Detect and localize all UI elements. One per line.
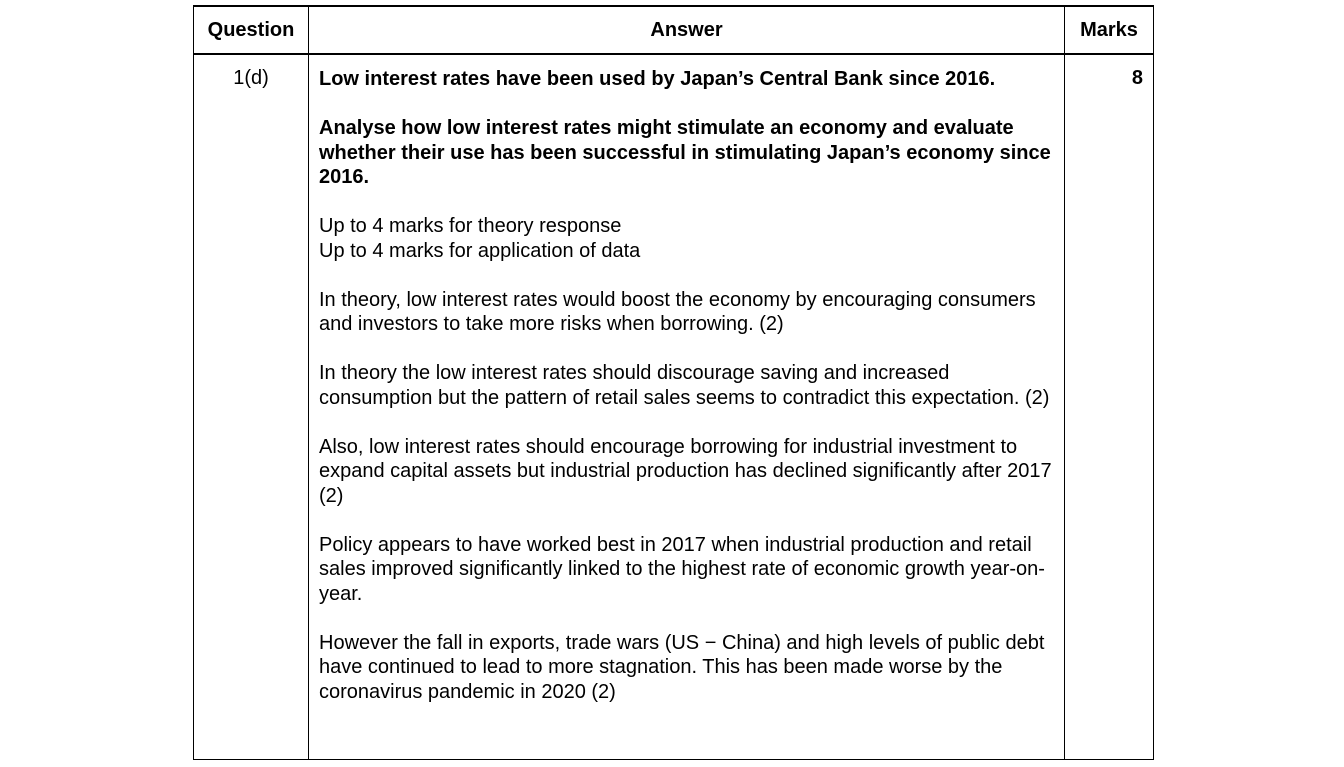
header-row <box>194 6 1154 54</box>
answer-cell <box>309 54 1065 760</box>
mark-scheme-table <box>193 5 1154 760</box>
marks-value: 8 <box>1065 54 1154 760</box>
answer-point-1: In theory, low interest rates would boost the economy by encouraging consumers and investors to take more risks when borrowing. (2) <box>319 288 1036 335</box>
answer-point-4: Policy appears to have worked best in 2017 when industrial production and retail sales improved significantly linked to the highest rate of economic growth year-on-year. <box>319 533 1045 605</box>
header-answer: Answer <box>309 6 1065 54</box>
answer-point-5: However the fall in exports, trade wars (US − China) and high levels of public debt have continued to lead to more stagnation. This has been made worse by the coronavirus pandemic in 2020 (2) <box>319 631 1045 703</box>
answer-point-2: In theory the low interest rates should discourage saving and increased consumption but the pattern of retail sales seems to contradict this expectation. (2) <box>319 362 1050 409</box>
question-number: 1(d) <box>194 54 309 760</box>
question-text: Low interest rates have been used by Japan’s Central Bank since 2016. <box>319 68 996 90</box>
answer-point-3: Also, low interest rates should encourage borrowing for industrial investment to expand capital assets but industrial production has declined significantly after 2017 (2) <box>319 435 1052 507</box>
header-marks: Marks <box>1065 6 1154 54</box>
mark-allocation-data: Up to 4 marks for application of data <box>319 239 641 262</box>
table-row <box>194 54 1154 760</box>
header-question: Question <box>194 6 309 54</box>
mark-allocation-theory: Up to 4 marks for theory response <box>319 215 622 237</box>
task-text: Analyse how low interest rates might stimulate an economy and evaluate whether their use has been successful in stimulating Japan’s economy since 2016. <box>319 117 1051 188</box>
mark-allocation <box>319 214 1054 263</box>
